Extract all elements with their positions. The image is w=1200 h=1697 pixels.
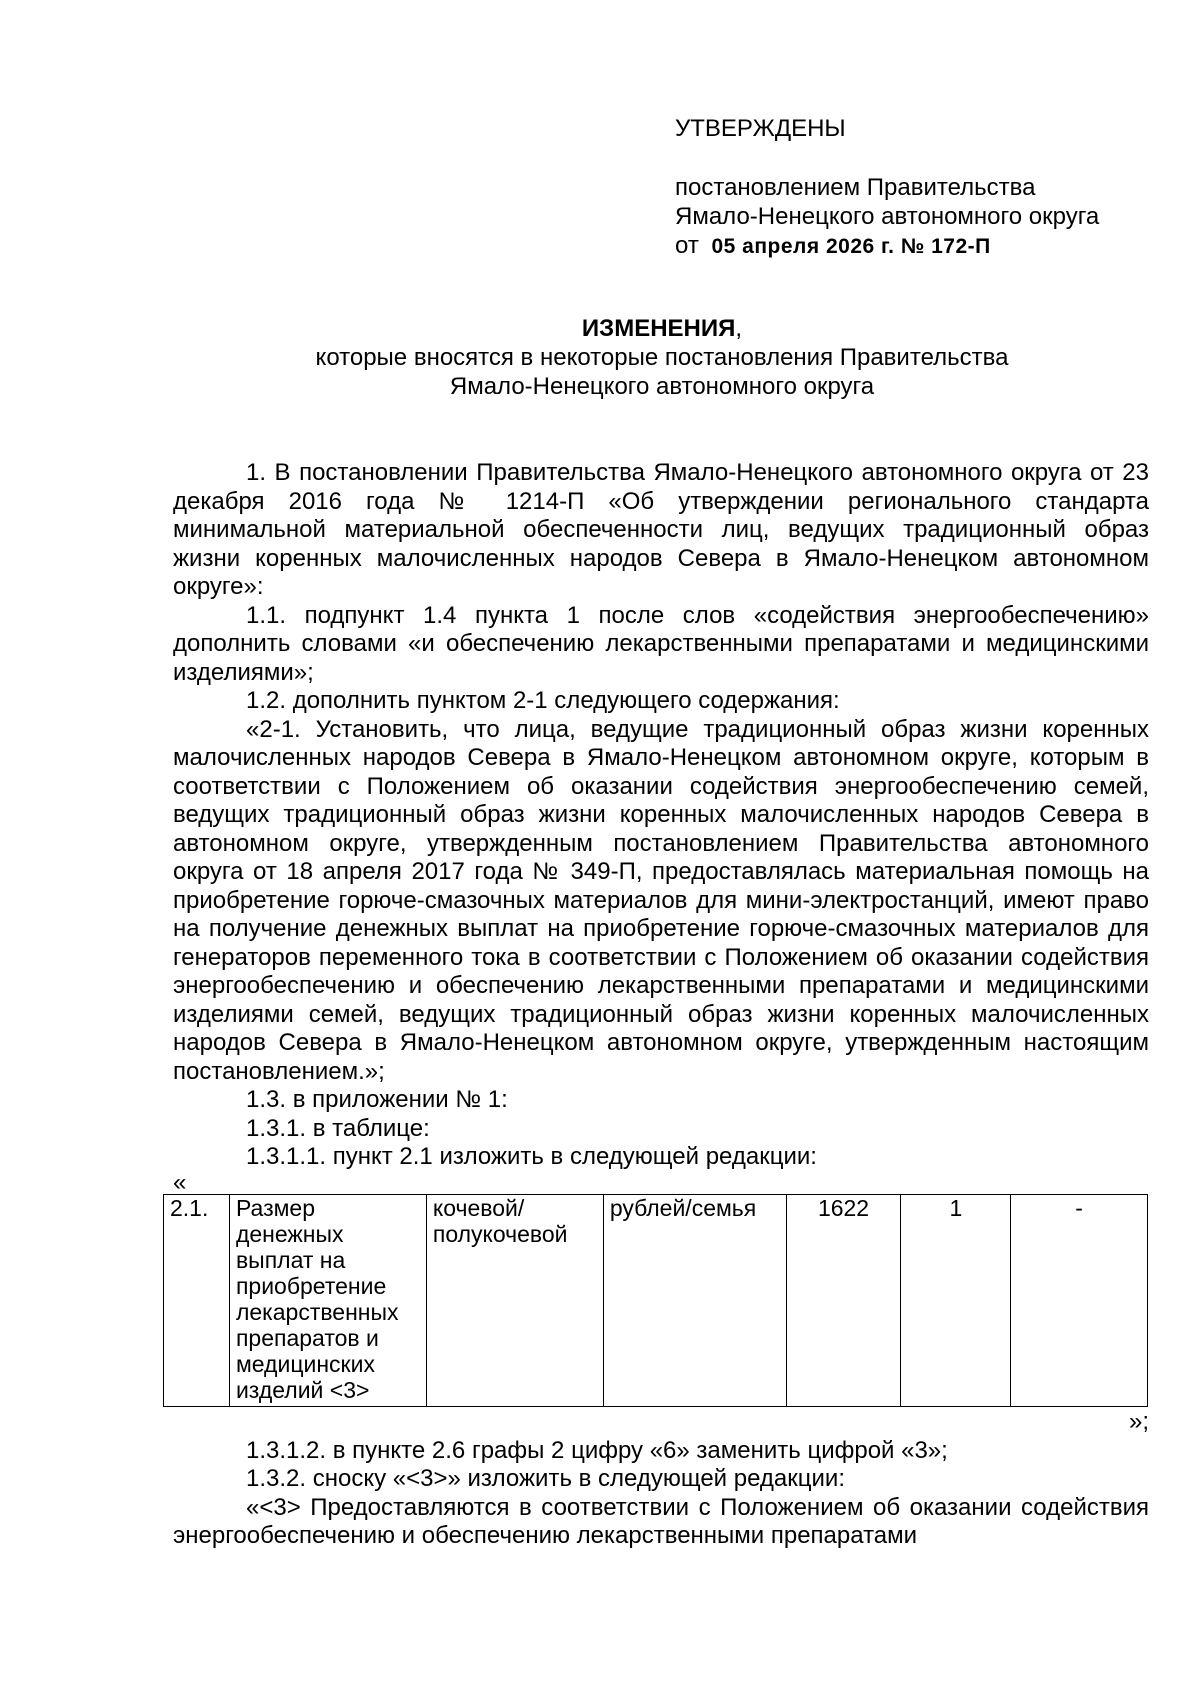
table-cell-name: Размер денежных выплат на приобретение лекарственных препаратов и медицинских изделий <3> [229,1194,426,1406]
amendment-table [163,1194,1148,1407]
paragraph-1-3-1-1: 1.3.1.1. пункт 2.1 изложить в следующей редакции: [246,1143,817,1170]
page-title: ИЗМЕНЕНИЯ [581,315,736,342]
document-heading [175,314,1149,401]
table-cell-type: кочевой/ полукочевой [426,1194,603,1406]
approval-block [675,114,1155,261]
approval-date-stamp: 05 апреля 2026 г. № 172-П [711,235,991,258]
subtitle-line-2: Ямало-Ненецкого автономного округа [449,373,875,400]
quote-close: »; [1128,1407,1149,1435]
subtitle-line-1: которые вносятся в некоторые постановления Правительства [315,344,1009,371]
approval-date-line [675,231,1155,261]
approval-title: УТВЕРЖДЕНЫ [675,115,846,142]
title-comma: , [735,315,743,342]
table-cell-unit: рублей/семья [603,1194,786,1406]
paragraph-1-3-2: 1.3.2. сноску «<3>» изложить в следующей редакции: [246,1465,846,1492]
paragraph-1-3-1: 1.3.1. в таблице: [246,1114,430,1142]
paragraph-2-1: «2-1. Установить, что лица, ведущие традиционный образ жизни коренных малочисленных народов Севера в Ямало-Ненецком автономном округе, которым в соответствии с Положением об оказании содействия энергообеспечению семей, ведущих традиционный образ жизни коренных малочисленных народов Севера в автономном округе, утвержденным постановлением Правительства автономного округа от 18 апреля 2017 года № 349-П, предоставлялась материальная помощь на приобретение горюче-смазочных материалов для мини-электростанций, имеют право на получение денежных выплат на приобретение горюче-смазочных материалов для генераторов переменного тока в соответствии с Положением об оказании содействия энергообеспечению и обеспечению лекарственными препаратами и медицинскими изделиями семей, ведущих традиционный образ жизни коренных малочисленных народов Севера в Ямало-Ненецком автономном округе, утвержденным настоящим постановлением.»; [173,715,1149,1085]
table-cell-number: 2.1. [164,1194,230,1406]
paragraph-1-1: 1.1. подпункт 1.4 пункта 1 после слов «содействия энергообеспечению» дополнить словами «и обеспечению лекарственными препаратами и медицинскими изделиями»; [173,601,1149,686]
paragraph-1-2: 1.2. дополнить пунктом 2-1 следующего содержания: [246,687,840,714]
quote-open: « [173,1168,187,1196]
paragraph-1-3-1-2: 1.3.1.2. в пункте 2.6 графы 2 цифру «6» заменить цифрой «3»; [246,1436,948,1464]
paragraph-1: 1. В постановлении Правительства Ямало-Ненецкого автономного округа от 23 декабря 2016 года № 1214-П «Об утверждении регионального стандарта минимальной материальной обеспеченности лиц, ведущих традиционный образ жизни коренных малочисленных народов Севера в Ямало-Ненецком автономном округе»: [173,459,1149,600]
approval-date-prefix: от [675,232,699,259]
table-cell-note: - [1011,1194,1148,1406]
table-cell-amount: 1622 [786,1194,901,1406]
document-body [170,459,1149,1551]
table-row [164,1194,1148,1406]
table-cell-count: 1 [901,1194,1011,1406]
approval-line-2: Ямало-Ненецкого автономного округа [675,203,1100,230]
approval-line-1: постановлением Правительства [675,174,1036,201]
paragraph-footnote: «<3> Предоставляются в соответствии с Положением об оказании содействия энергообеспечению и обеспечению лекарственными препаратами [173,1493,1149,1549]
paragraph-1-3: 1.3. в приложении № 1: [246,1086,508,1113]
